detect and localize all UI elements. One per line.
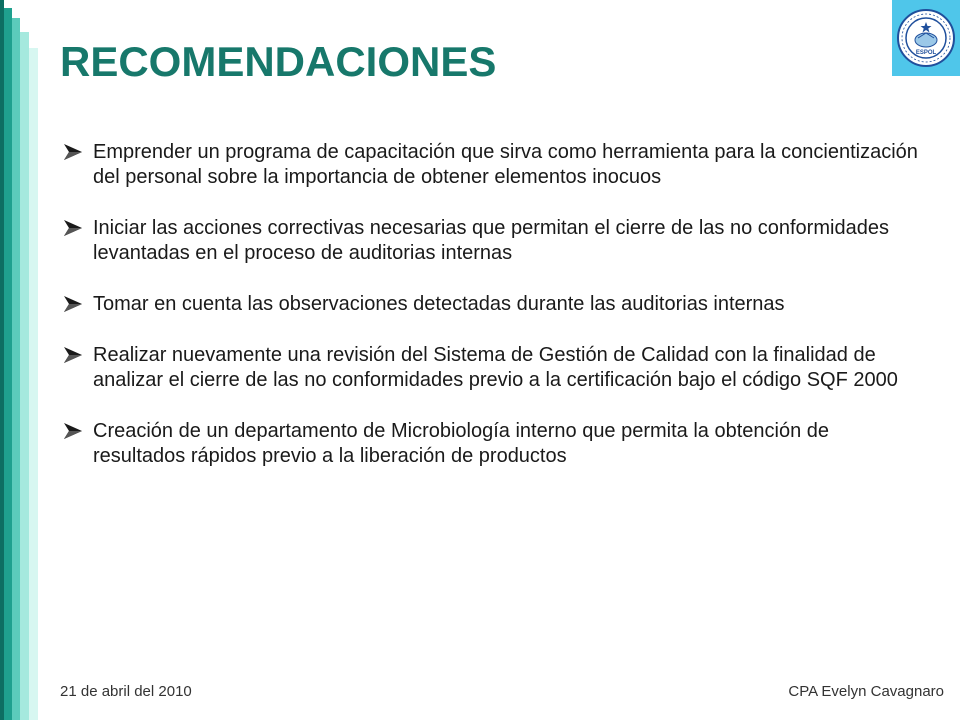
stripe (29, 48, 38, 720)
slide-title: RECOMENDACIONES (60, 38, 497, 85)
list-item (62, 419, 922, 469)
list-item (62, 343, 922, 393)
arrow-bullet-icon (62, 345, 84, 365)
espol-logo (892, 0, 960, 76)
bullet-text: Tomar en cuenta las observaciones detectadas durante las auditorias internas (93, 293, 785, 315)
list-item (62, 292, 922, 317)
stripe (4, 8, 12, 720)
arrow-bullet-icon (62, 294, 84, 314)
bullet-text: Iniciar las acciones correctivas necesarias que permitan el cierre de las no conformidades levantadas en el proceso de auditorias internas (93, 217, 889, 264)
list-item (62, 140, 922, 190)
arrow-bullet-icon (62, 142, 84, 162)
logo-label: ESPOL (915, 50, 937, 56)
arrow-bullet-icon (62, 218, 84, 238)
stripe (20, 32, 29, 720)
decorative-side-stripes (0, 0, 40, 720)
bullet-text: Realizar nuevamente una revisión del Sistema de Gestión de Calidad con la finalidad de analizar el cierre de las no conformidades previo a la certificación bajo el código SQF 2000 (93, 344, 898, 391)
footer-date: 21 de abril del 2010 (60, 683, 192, 700)
recommendation-list (62, 140, 922, 495)
bullet-text: Creación de un departamento de Microbiología interno que permita la obtención de resultados rápidos previo a la liberación de productos (93, 420, 830, 467)
footer-author: CPA Evelyn Cavagnaro (788, 683, 944, 700)
arrow-bullet-icon (62, 421, 84, 441)
espol-seal-icon (896, 8, 956, 68)
bullet-text: Emprender un programa de capacitación que sirva como herramienta para la concientización del personal sobre la importancia de obtener elementos inocuos (93, 141, 918, 188)
stripe (12, 18, 20, 720)
list-item (62, 216, 922, 266)
